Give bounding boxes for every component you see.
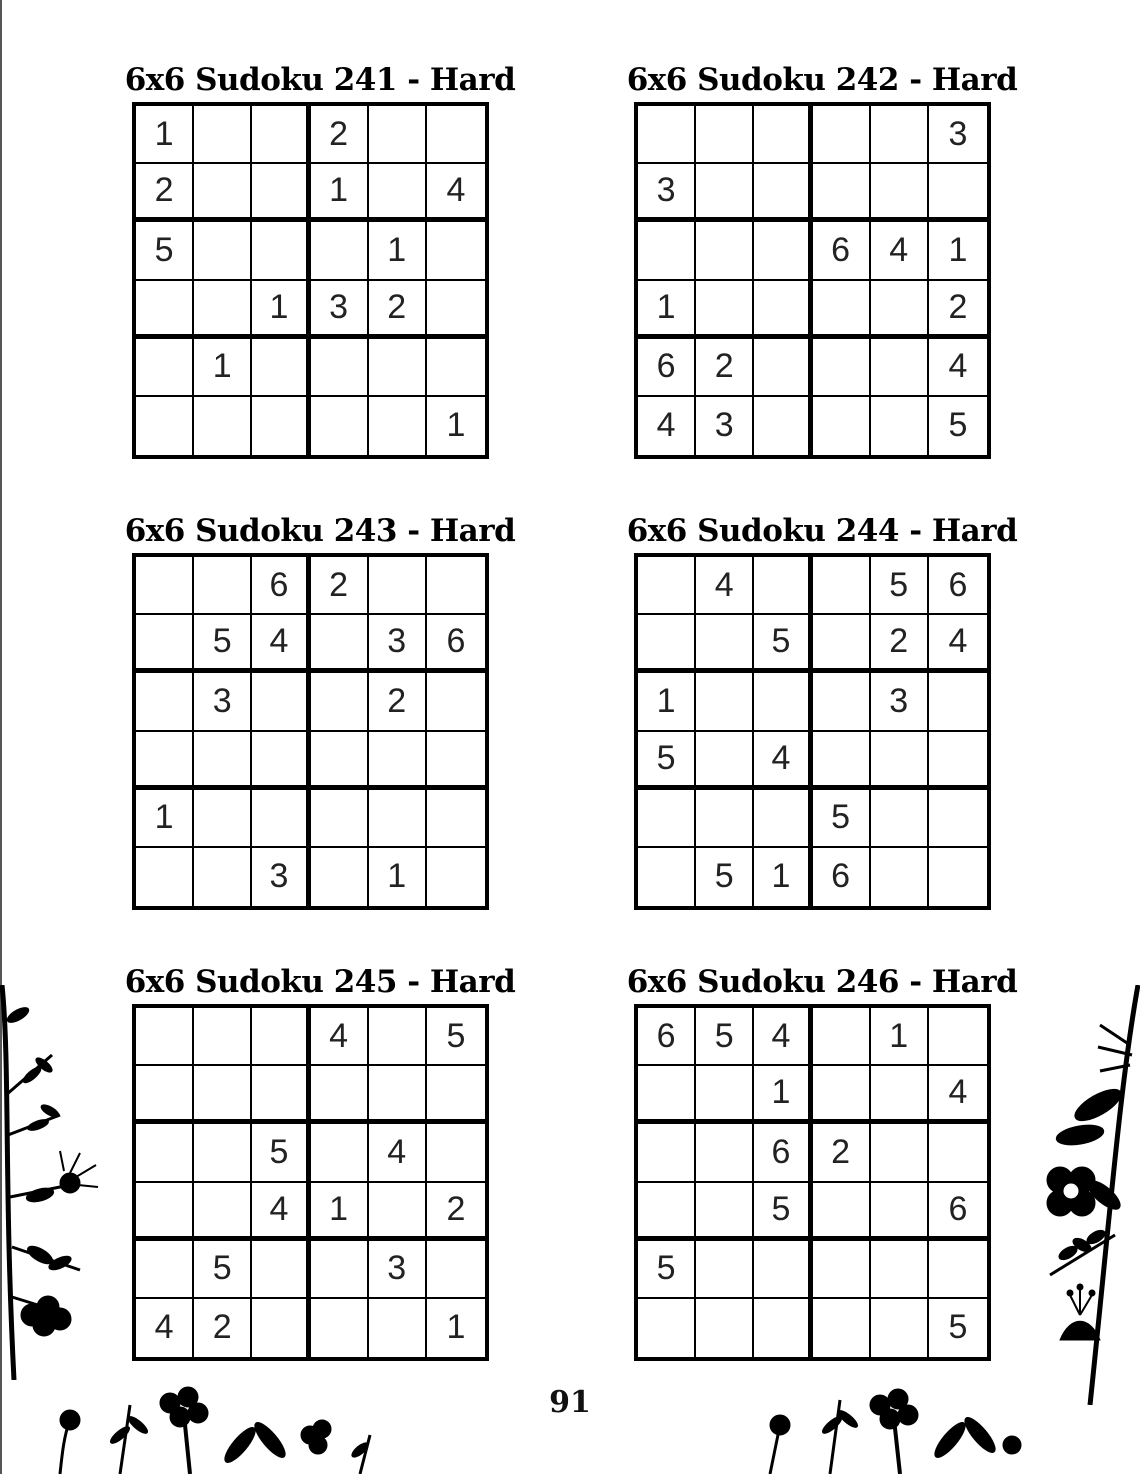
sudoku-cell [136,1066,194,1124]
sudoku-cell [929,1241,987,1299]
sudoku-cell: 1 [136,790,194,848]
sudoku-cell [813,1241,871,1299]
sudoku-cell [194,848,252,906]
sudoku-cell [311,1066,369,1124]
sudoku-cell [136,281,194,339]
sudoku-cell [696,1241,754,1299]
sudoku-cell [813,397,871,455]
sudoku-cell [311,397,369,455]
sudoku-cell [369,164,427,222]
sudoku-cell: 2 [696,339,754,397]
sudoku-cell [638,790,696,848]
sudoku-cell: 2 [427,1183,485,1241]
sudoku-cell [369,339,427,397]
sudoku-cell [136,673,194,731]
sudoku-cell [369,1008,427,1066]
sudoku-cell [813,732,871,790]
sudoku-cell [813,1299,871,1357]
sudoku-cell: 5 [194,1241,252,1299]
sudoku-cell [194,1066,252,1124]
sudoku-cell [871,397,929,455]
sudoku-cell [194,1008,252,1066]
sudoku-cell: 4 [929,615,987,673]
sudoku-cell [252,1241,310,1299]
puzzle-244 [602,509,1042,910]
sudoku-cell: 1 [446,406,466,445]
sudoku-cell [813,673,871,731]
sudoku-cell [427,106,485,164]
sudoku-cell [252,1008,310,1066]
sudoku-cell [369,106,427,164]
sudoku-cell [696,790,754,848]
sudoku-cell [929,1008,987,1066]
sudoku-cell: 1 [754,1066,812,1124]
sudoku-cell [252,1066,310,1124]
sudoku-cell [311,1124,369,1182]
sudoku-cell [194,397,252,455]
sudoku-cell: 2 [813,1124,871,1182]
sudoku-cell: 4 [427,164,485,222]
sudoku-cell [754,339,812,397]
sudoku-cell [136,397,194,455]
sudoku-cell [754,673,812,731]
sudoku-cell: 5 [136,222,194,280]
sudoku-cell: 3 [871,673,929,731]
sudoku-cell [696,673,754,731]
sudoku-cell [427,557,485,615]
sudoku-cell [929,1124,987,1182]
sudoku-cell: 2 [194,1299,252,1357]
sudoku-cell [813,164,871,222]
sudoku-cell [194,222,252,280]
sudoku-cell [194,164,252,222]
sudoku-cell: 6 [929,1183,987,1241]
sudoku-cell: 2 [871,615,929,673]
sudoku-cell: 2 [369,673,427,731]
sudoku-cell [427,732,485,790]
sudoku-cell: 5 [948,406,968,445]
sudoku-cell [427,790,485,848]
sudoku-cell: 4 [929,339,987,397]
sudoku-cell [136,1241,194,1299]
sudoku-cell [696,1066,754,1124]
puzzle-title: 6x6 Sudoku 245 - Hard [124,964,516,1000]
sudoku-cell [871,1124,929,1182]
sudoku-cell: 5 [754,615,812,673]
sudoku-cell [311,790,369,848]
sudoku-cell [427,1124,485,1182]
sudoku-cell: 1 [369,222,427,280]
sudoku-cell [696,1124,754,1182]
sudoku-cell: 3 [194,673,252,731]
sudoku-cell: 5 [638,1241,696,1299]
sudoku-cell: 1 [754,848,812,906]
sudoku-cell [311,222,369,280]
sudoku-cell: 1 [871,1008,929,1066]
sudoku-cell: 6 [252,557,310,615]
sudoku-cell: 6 [929,557,987,615]
puzzle-title: 6x6 Sudoku 242 - Hard [626,62,1018,98]
sudoku-cell [929,790,987,848]
sudoku-cell: 1 [369,848,427,906]
sudoku-cell: 3 [696,397,754,455]
sudoku-cell: 6 [638,339,696,397]
sudoku-cell [871,1241,929,1299]
sudoku-cell: 5 [696,848,754,906]
sudoku-cell: 6 [813,848,871,906]
sudoku-cell [754,557,812,615]
sudoku-cell [696,106,754,164]
sudoku-cell: 4 [136,1299,194,1357]
sudoku-cell: 5 [871,557,929,615]
sudoku-cell [311,848,369,906]
sudoku-cell [929,164,987,222]
sudoku-cell [252,1299,310,1357]
sudoku-cell: 4 [754,732,812,790]
sudoku-grid [132,102,489,459]
sudoku-cell [813,339,871,397]
sudoku-cell: 1 [446,1308,466,1347]
sudoku-cell [871,281,929,339]
sudoku-cell: 1 [311,164,369,222]
sudoku-cell [638,1066,696,1124]
sudoku-cell [369,557,427,615]
sudoku-cell [871,1183,929,1241]
sudoku-cell [311,339,369,397]
sudoku-cell [754,164,812,222]
sudoku-cell [427,1241,485,1299]
sudoku-cell [311,615,369,673]
sudoku-cell [194,557,252,615]
sudoku-cell [252,106,310,164]
sudoku-cell [813,615,871,673]
sudoku-cell: 4 [929,1066,987,1124]
sudoku-cell [929,673,987,731]
sudoku-cell [754,1241,812,1299]
sudoku-cell [311,673,369,731]
sudoku-cell: 2 [929,281,987,339]
sudoku-cell: 1 [252,281,310,339]
sudoku-cell [871,1299,929,1357]
sudoku-grid [132,553,489,910]
sudoku-cell: 3 [252,848,310,906]
sudoku-cell [754,281,812,339]
sudoku-cell: 5 [194,615,252,673]
sudoku-cell [136,1183,194,1241]
sudoku-cell [696,615,754,673]
sudoku-cell [638,222,696,280]
sudoku-cell: 6 [638,1008,696,1066]
sudoku-cell: 4 [696,557,754,615]
sudoku-cell: 1 [194,339,252,397]
puzzle-title: 6x6 Sudoku 243 - Hard [124,513,516,549]
sudoku-cell: 4 [252,1183,310,1241]
sudoku-cell [136,1008,194,1066]
floral-silhouette-left-icon [0,985,110,1380]
sudoku-cell [696,732,754,790]
sudoku-cell [871,106,929,164]
sudoku-cell [754,397,812,455]
puzzle-243 [100,509,540,910]
sudoku-cell [871,164,929,222]
floral-silhouette-bottom-left-icon [20,1385,390,1474]
sudoku-cell: 3 [638,164,696,222]
floral-silhouette-bottom-right-icon [740,1385,1030,1474]
sudoku-cell [194,1124,252,1182]
sudoku-cell: 3 [929,106,987,164]
sudoku-cell [754,790,812,848]
sudoku-cell [194,1183,252,1241]
sudoku-cell [427,281,485,339]
sudoku-cell [194,790,252,848]
sudoku-cell: 4 [871,222,929,280]
sudoku-cell: 1 [929,222,987,280]
sudoku-grid [634,553,991,910]
sudoku-cell [427,339,485,397]
sudoku-cell: 2 [369,281,427,339]
sudoku-cell [754,106,812,164]
sudoku-cell [136,1124,194,1182]
sudoku-cell [813,106,871,164]
sudoku-cell [369,1299,427,1357]
sudoku-cell: 1 [638,673,696,731]
sudoku-cell [929,732,987,790]
sudoku-cell [369,732,427,790]
sudoku-cell [369,1183,427,1241]
sudoku-cell [638,106,696,164]
sudoku-cell: 4 [638,397,696,455]
sudoku-cell: 1 [638,281,696,339]
sudoku-cell [194,106,252,164]
sudoku-cell [696,164,754,222]
sudoku-cell [813,1066,871,1124]
sudoku-cell: 6 [754,1124,812,1182]
sudoku-cell [252,673,310,731]
sudoku-cell [427,673,485,731]
sudoku-cell [696,222,754,280]
sudoku-cell [813,557,871,615]
sudoku-cell [252,397,310,455]
puzzle-245 [100,960,540,1361]
sudoku-cell [638,1299,696,1357]
sudoku-cell: 5 [252,1124,310,1182]
sudoku-cell: 5 [427,1008,485,1066]
sudoku-cell: 4 [252,615,310,673]
sudoku-cell [871,339,929,397]
sudoku-cell [369,1066,427,1124]
sudoku-cell: 3 [311,281,369,339]
sudoku-cell [638,557,696,615]
sudoku-cell: 1 [136,106,194,164]
sudoku-cell [696,281,754,339]
sudoku-cell [252,164,310,222]
sudoku-cell [754,1299,812,1357]
sudoku-cell: 6 [813,222,871,280]
sudoku-cell [252,222,310,280]
sudoku-cell [311,1241,369,1299]
sudoku-cell [194,732,252,790]
puzzle-title: 6x6 Sudoku 246 - Hard [626,964,1018,1000]
sudoku-cell [311,732,369,790]
sudoku-cell [638,615,696,673]
sudoku-cell [813,281,871,339]
sudoku-cell [369,397,427,455]
sudoku-cell: 4 [369,1124,427,1182]
floral-silhouette-right-icon [1020,985,1140,1405]
sudoku-cell [871,848,929,906]
puzzle-246 [602,960,1042,1361]
sudoku-cell: 5 [638,732,696,790]
sudoku-cell [311,1299,369,1357]
sudoku-cell: 4 [311,1008,369,1066]
sudoku-cell [696,1299,754,1357]
sudoku-cell [871,1066,929,1124]
sudoku-cell [427,848,485,906]
puzzle-241 [100,58,540,459]
sudoku-grid [634,102,991,459]
sudoku-cell [638,1124,696,1182]
sudoku-cell [136,615,194,673]
sudoku-cell [136,339,194,397]
sudoku-cell [136,848,194,906]
sudoku-cell: 4 [754,1008,812,1066]
sudoku-cell [252,732,310,790]
sudoku-cell: 5 [813,790,871,848]
sudoku-cell: 2 [136,164,194,222]
sudoku-cell [638,848,696,906]
sudoku-cell: 1 [311,1183,369,1241]
sudoku-cell: 2 [311,106,369,164]
sudoku-grid [634,1004,991,1361]
sudoku-cell [754,222,812,280]
sudoku-cell [252,790,310,848]
sudoku-cell: 3 [369,1241,427,1299]
puzzle-242 [602,58,1042,459]
sudoku-cell [369,790,427,848]
page-number: 91 [549,1385,591,1420]
sudoku-cell: 2 [311,557,369,615]
sudoku-cell [871,790,929,848]
sudoku-cell [427,1066,485,1124]
sudoku-cell [813,1008,871,1066]
puzzle-title: 6x6 Sudoku 244 - Hard [626,513,1018,549]
puzzle-title: 6x6 Sudoku 241 - Hard [124,62,516,98]
sudoku-cell: 3 [369,615,427,673]
sudoku-cell [638,1183,696,1241]
sudoku-cell [252,339,310,397]
sudoku-cell: 5 [754,1183,812,1241]
sudoku-cell [929,848,987,906]
sudoku-cell [813,1183,871,1241]
sudoku-cell [136,557,194,615]
sudoku-cell [136,732,194,790]
sudoku-cell: 5 [696,1008,754,1066]
sudoku-cell: 6 [427,615,485,673]
sudoku-cell [427,222,485,280]
sudoku-cell: 5 [948,1308,968,1347]
sudoku-cell [871,732,929,790]
sudoku-cell [194,281,252,339]
sudoku-cell [696,1183,754,1241]
sudoku-grid [132,1004,489,1361]
